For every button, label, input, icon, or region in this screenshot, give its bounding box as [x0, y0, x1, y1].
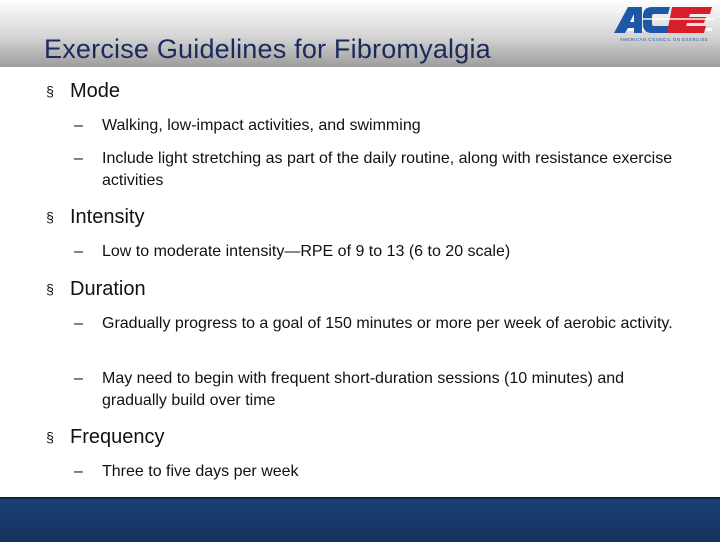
- section-heading-duration: Duration: [70, 278, 146, 300]
- ace-logo: [612, 4, 716, 44]
- footer-bar: [0, 497, 720, 542]
- mode-item-2: Include light stretching as part of the daily routine, along with resistance exercise activities: [102, 150, 673, 189]
- mode-item-1: Walking, low-impact activities, and swimming: [102, 117, 421, 134]
- item-bullet: –: [74, 243, 83, 260]
- section-heading-intensity: Intensity: [70, 206, 145, 228]
- item-bullet: –: [74, 315, 83, 332]
- duration-item-1: Gradually progress to a goal of 150 minutes or more per week of aerobic activity.: [102, 315, 673, 332]
- slide-title: Exercise Guidelines for Fibromyalgia: [44, 34, 491, 64]
- item-bullet: –: [74, 150, 83, 167]
- intensity-item-1: Low to moderate intensity—RPE of 9 to 13 (6 to 20 scale): [102, 243, 511, 260]
- section-bullet: §: [46, 209, 54, 225]
- item-bullet: –: [74, 370, 83, 387]
- section-heading-mode: Mode: [70, 80, 121, 102]
- ace-logo-graphic: [612, 4, 716, 44]
- section-bullet: §: [46, 83, 54, 99]
- section-bullet: §: [46, 429, 54, 445]
- frequency-item-1: Three to five days per week: [102, 463, 299, 480]
- section-bullet: §: [46, 281, 54, 297]
- item-bullet: –: [74, 117, 83, 134]
- section-heading-frequency: Frequency: [70, 426, 165, 448]
- item-bullet: –: [74, 463, 83, 480]
- duration-item-2: May need to begin with frequent short-duration sessions (10 minutes) and gradually build over time: [102, 370, 625, 409]
- ace-tagline: AMERICAN COUNCIL ON EXERCISE: [619, 37, 709, 42]
